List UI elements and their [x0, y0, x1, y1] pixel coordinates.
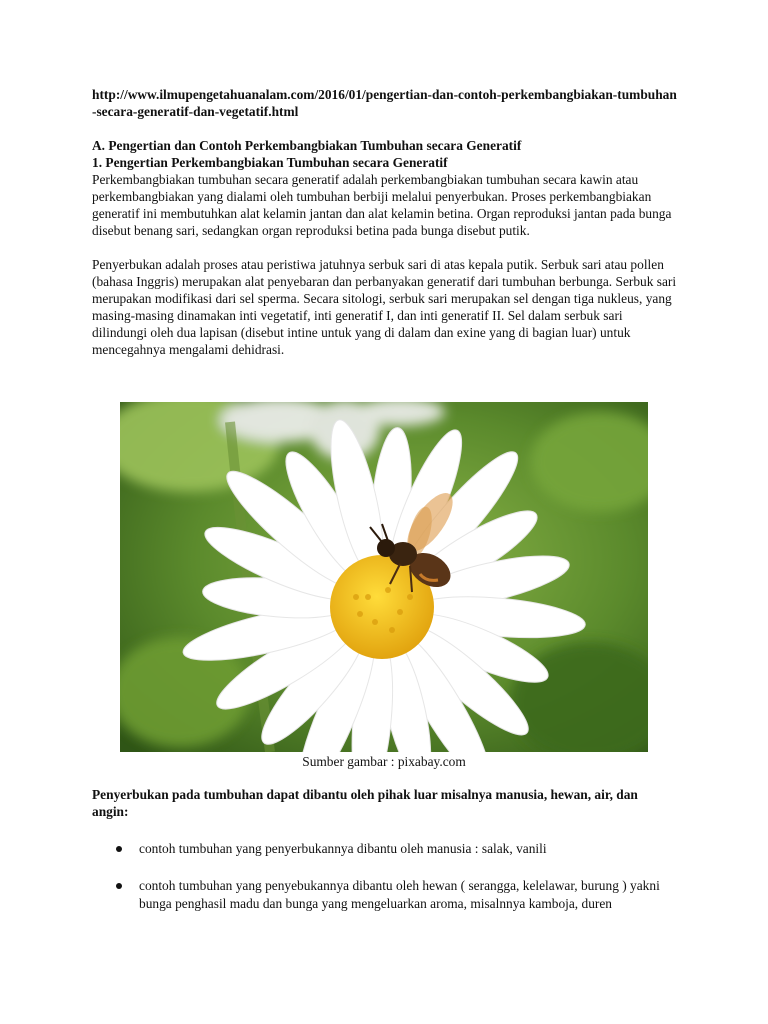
- bullet-icon: [116, 883, 122, 889]
- daisy-bee-illustration: [120, 402, 648, 752]
- paragraph-generatif: Perkembangbiakan tumbuhan secara generatif adalah perkembangbiakan tumbuhan secara kawin atau perkembangbiakan yang dialami oleh tumbuhan berbiji melalui penyerbukan. Proses perkembangbiakan generatif ini membutuhkan alat kelamin jantan dan alat kelamin betina. Organ reproduksi jantan pada bunga disebut benang sari, sedangkan organ reproduksi betina pada bunga disebut putik.: [92, 172, 672, 238]
- pollination-lead: Penyerbukan pada tumbuhan dapat dibantu oleh pihak luar misalnya manusia, hewan, air, dan angin:: [92, 787, 638, 819]
- list-item: contoh tumbuhan yang penyerbukannya dibantu oleh manusia : salak, vanili: [92, 840, 677, 858]
- subsection-heading-1: 1. Pengertian Perkembangbiakan Tumbuhan secara Generatif: [92, 155, 448, 170]
- paragraph-penyerbukan: Penyerbukan adalah proses atau peristiwa jatuhnya serbuk sari di atas kepala putik. Serbuk sari atau pollen (bahasa Inggris) merupakan alat penyebaran dan perbanyakan generatif dari tumbuhan berbunga. Serbuk sari merupakan modifikasi dari sel sperma. Secara sitologi, serbuk sari merupakan sel dengan tiga nukleus, yang masing-masing dinamakan inti vegetatif, inti generatif I, dan inti generatif II. Sel dalam serbuk sari dilindungi oleh dua lapisan (disebut intine untuk yang di dalam dan exine yang di bagian luar) untuk mencegahnya mengalami dehidrasi.: [92, 257, 677, 357]
- pollination-list: [92, 840, 677, 913]
- section-heading-a: A. Pengertian dan Contoh Perkembangbiakan Tumbuhan secara Generatif: [92, 138, 522, 153]
- daisy-bee-photo: [120, 402, 648, 752]
- source-url[interactable]: http://www.ilmupengetahuanalam.com/2016/01/pengertian-dan-contoh-perkembangbiakan-tumbuhan-secara-generatif-dan-vegetatif.html: [92, 87, 677, 119]
- document-body: [92, 86, 677, 358]
- pollination-section: [92, 786, 677, 932]
- bullet-icon: [116, 846, 122, 852]
- image-caption: Sumber gambar : pixabay.com: [302, 754, 466, 769]
- list-item: contoh tumbuhan yang penyebukannya dibantu oleh hewan ( serangga, kelelawar, burung ) yakni bunga penghasil madu dan bunga yang mengeluarkan aroma, misalnnya kamboja, duren: [92, 877, 677, 913]
